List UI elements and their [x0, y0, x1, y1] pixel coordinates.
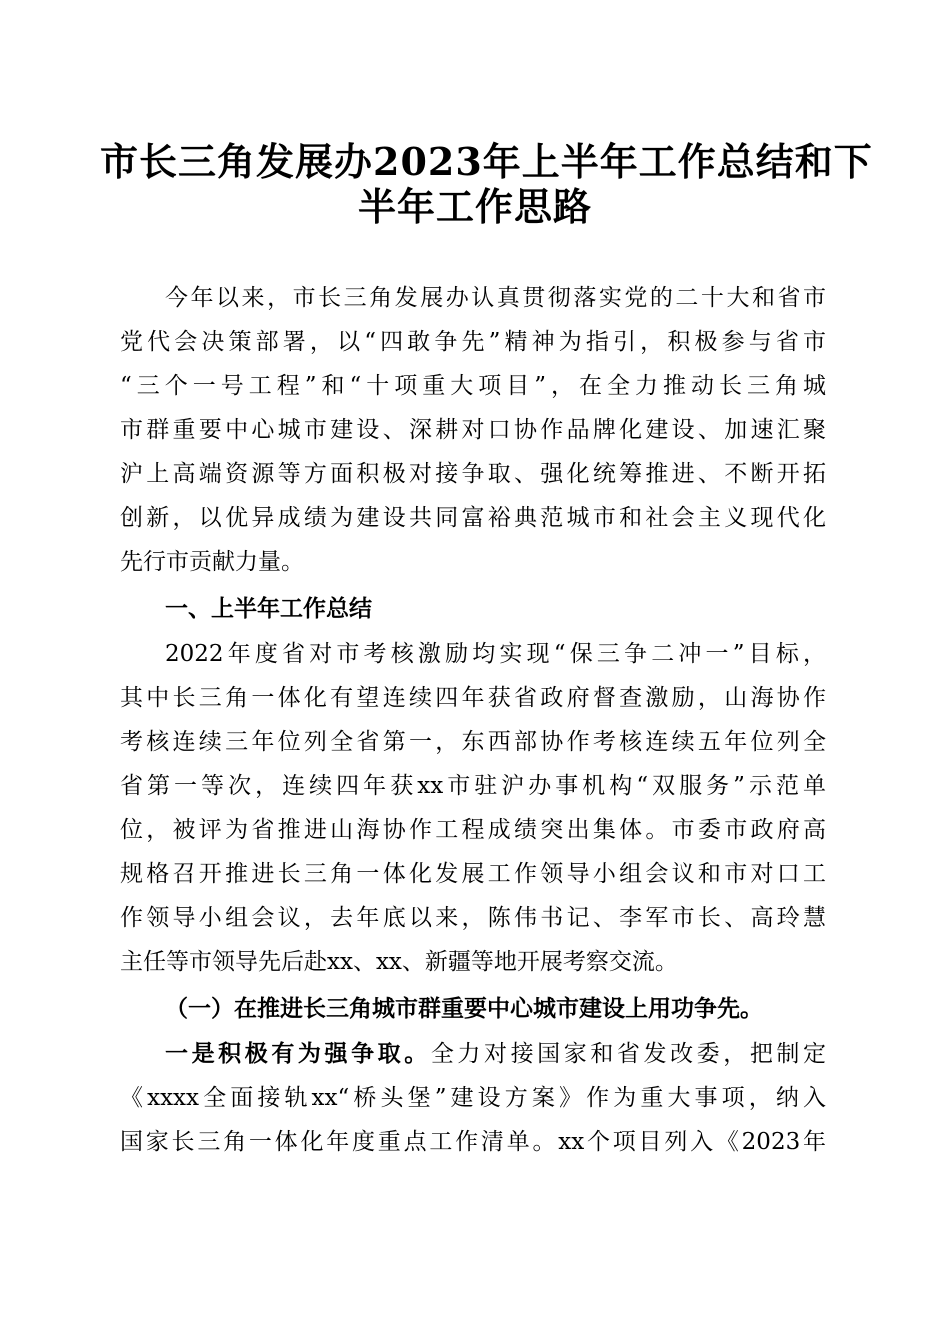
- subsection-heading: （一）在推进长三角城市群重要中心城市建设上用功争先。: [165, 996, 763, 1022]
- paragraph-line: 省第一等次，连续四年获xx市驻沪办事机构“双服务”示范单: [120, 773, 826, 799]
- paragraph-line: 《xxxx全面接轨xx“桥头堡”建设方案》作为重大事项，纳入: [120, 1085, 826, 1111]
- paragraph-line: 党代会决策部署，以“四敢争先”精神为指引，积极参与省市: [120, 329, 826, 355]
- paragraph-line: 今年以来，市长三角发展办认真贯彻落实党的二十大和省市: [165, 285, 826, 311]
- paragraph-line-rest: 全力对接国家和省发改委，把制定: [430, 1041, 827, 1067]
- paragraph-line: “三个一号工程”和“十项重大项目”，在全力推动长三角城: [120, 373, 826, 399]
- paragraph-line: 规格召开推进长三角一体化发展工作领导小组会议和市对口工: [120, 861, 826, 887]
- document-title-line-2: 半年工作思路: [357, 184, 592, 229]
- paragraph-line: 考核连续三年位列全省第一，东西部协作考核连续五年位列全: [120, 729, 826, 755]
- paragraph-lead-phrase: 一是积极有为强争取。: [165, 1040, 431, 1067]
- paragraph-line: 位，被评为省推进山海协作工程成绩突出集体。市委市政府高: [120, 817, 826, 843]
- paragraph-line: 创新，以优异成绩为建设共同富裕典范城市和社会主义现代化: [120, 505, 826, 531]
- section-heading: 一、上半年工作总结: [165, 596, 372, 622]
- paragraph-line: 先行市贡献力量。: [120, 549, 304, 575]
- paragraph-line: 主任等市领导先后赴xx、xx、新疆等地开展考察交流。: [120, 949, 678, 975]
- paragraph-line: 市群重要中心城市建设、深耕对口协作品牌化建设、加速汇聚: [120, 417, 826, 443]
- paragraph-line: 作领导小组会议，去年底以来，陈伟书记、李军市长、高玲慧: [120, 905, 826, 931]
- document-title-line-1: 市长三角发展办2023年上半年工作总结和下: [100, 139, 873, 184]
- paragraph-line: 国家长三角一体化年度重点工作清单。xx个项目列入《2023年: [120, 1129, 826, 1155]
- paragraph-line: 其中长三角一体化有望连续四年获省政府督查激励，山海协作: [120, 685, 826, 711]
- paragraph-line: 2022年度省对市考核激励均实现“保三争二冲一”目标，: [165, 641, 826, 667]
- paragraph-line: 沪上高端资源等方面积极对接争取、强化统筹推进、不断开拓: [120, 461, 826, 487]
- paragraph-line: [165, 1032, 826, 1076]
